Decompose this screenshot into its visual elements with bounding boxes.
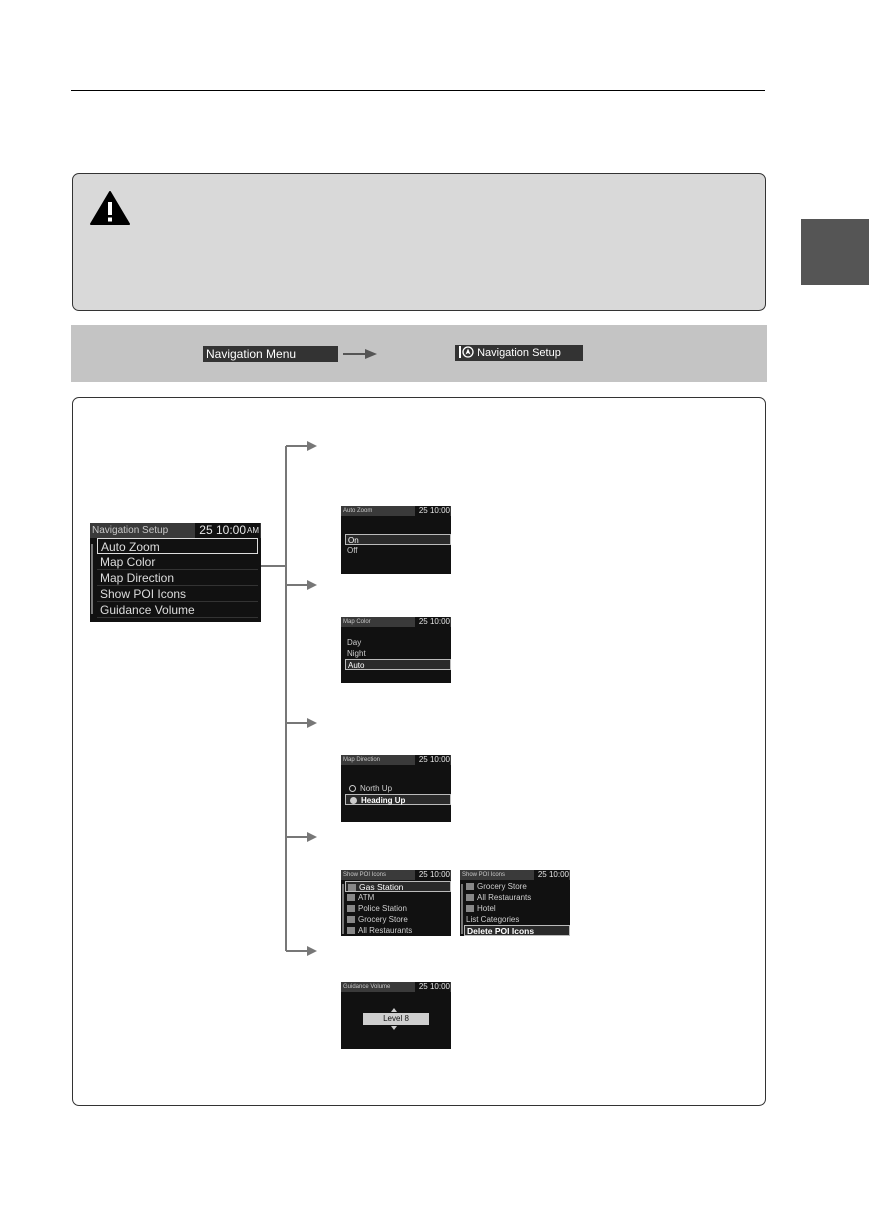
- show-poi-icons-screen-2: [460, 870, 570, 936]
- screen-clock-prefix: 25: [199, 523, 213, 537]
- menu-item-map-color[interactable]: Map Color: [97, 554, 258, 570]
- screen-clock: 25 10:00: [415, 506, 450, 516]
- scrollbar[interactable]: [342, 884, 344, 934]
- screen-clock: 25 10:00: [415, 870, 450, 880]
- poi-police-station-label: Police Station: [358, 904, 407, 913]
- screen-clock-am: AM: [247, 526, 259, 535]
- poi-all-restaurants[interactable]: [464, 892, 570, 903]
- menu-path-bar: [71, 325, 767, 382]
- poi-grocery-store-label: Grocery Store: [358, 915, 408, 924]
- warning-box: [72, 173, 766, 311]
- path-navigation-setup-label: Navigation Setup: [477, 347, 561, 359]
- restaurant-icon: [466, 894, 474, 901]
- warning-triangle-icon: [89, 190, 131, 226]
- option-north-up[interactable]: [345, 783, 451, 794]
- map-color-screen: [341, 617, 451, 683]
- volume-level: Level 8: [363, 1013, 429, 1025]
- option-off[interactable]: Off: [347, 546, 358, 555]
- screen-title: Auto Zoom: [341, 506, 451, 516]
- screen-title: Show POI Icons: [341, 870, 451, 880]
- delete-poi-icons[interactable]: Delete POI Icons: [464, 925, 570, 936]
- poi-all-restaurants-label: All Restaurants: [477, 893, 532, 902]
- police-station-icon: [347, 905, 355, 912]
- menu-item-show-poi-icons[interactable]: Show POI Icons: [97, 586, 258, 602]
- option-heading-up-label: Heading Up: [361, 796, 406, 805]
- heading-up-icon: [350, 797, 357, 804]
- poi-gas-station-label: Gas Station: [359, 882, 404, 892]
- poi-grocery-store[interactable]: [345, 914, 451, 925]
- arrow-right-icon: [343, 348, 377, 360]
- path-navigation-setup[interactable]: [455, 345, 583, 361]
- navigation-setup-screen: [90, 523, 261, 622]
- volume-up-icon[interactable]: [391, 1008, 397, 1012]
- screen-title: Show POI Icons: [460, 870, 570, 880]
- screen-title: Map Color: [341, 617, 451, 627]
- grocery-store-icon: [466, 883, 474, 890]
- hotel-icon: [466, 905, 474, 912]
- poi-grocery-store[interactable]: [464, 881, 570, 892]
- screen-clock: 25 10:00: [415, 755, 450, 765]
- poi-grocery-store-label: Grocery Store: [477, 882, 527, 891]
- screen-title: Guidance Volume: [341, 982, 451, 992]
- poi-all-restaurants[interactable]: [345, 925, 451, 936]
- gas-station-icon: [348, 884, 356, 891]
- screen-clock: 25 10:00: [415, 617, 450, 627]
- poi-atm-label: ATM: [358, 893, 375, 902]
- top-rule: [71, 90, 765, 91]
- option-day[interactable]: Day: [347, 638, 362, 647]
- scrollbar[interactable]: [461, 884, 463, 934]
- poi-all-restaurants-label: All Restaurants: [358, 926, 413, 935]
- poi-hotel-label: Hotel: [477, 904, 496, 913]
- north-up-icon: [349, 785, 356, 792]
- scrollbar[interactable]: [91, 544, 93, 614]
- map-direction-screen: [341, 755, 451, 822]
- atm-icon: [347, 894, 355, 901]
- menu-item-guidance-volume[interactable]: Guidance Volume: [97, 602, 258, 618]
- poi-hotel[interactable]: [464, 903, 570, 914]
- restaurant-icon: [347, 927, 355, 934]
- option-on[interactable]: On: [345, 534, 451, 545]
- option-heading-up[interactable]: [345, 794, 451, 805]
- poi-gas-station[interactable]: [345, 881, 451, 892]
- navigation-setup-icon: [459, 346, 474, 358]
- menu-item-auto-zoom[interactable]: Auto Zoom: [97, 538, 258, 554]
- chapter-tab: [801, 219, 869, 285]
- guidance-volume-screen: [341, 982, 451, 1049]
- option-auto[interactable]: Auto: [345, 659, 451, 670]
- screen-clock: 25 10:00: [534, 870, 569, 880]
- list-categories[interactable]: List Categories: [466, 915, 520, 924]
- screen-clock: 25 10:00: [415, 982, 450, 992]
- menu-diagram: [72, 397, 766, 1106]
- show-poi-icons-screen-1: [341, 870, 451, 936]
- option-north-up-label: North Up: [360, 784, 393, 793]
- poi-police-station[interactable]: [345, 903, 451, 914]
- screen-clock-time: 10:00: [215, 523, 246, 537]
- menu-item-map-direction[interactable]: Map Direction: [97, 570, 258, 586]
- auto-zoom-screen: [341, 506, 451, 574]
- path-navigation-menu[interactable]: Navigation Menu: [203, 346, 338, 362]
- volume-down-icon[interactable]: [391, 1026, 397, 1030]
- grocery-store-icon: [347, 916, 355, 923]
- poi-atm[interactable]: [345, 892, 451, 903]
- screen-clock: [195, 523, 260, 538]
- option-night[interactable]: Night: [347, 649, 366, 658]
- screen-title: Map Direction: [341, 755, 451, 765]
- screen-title: Navigation Setup: [90, 523, 261, 538]
